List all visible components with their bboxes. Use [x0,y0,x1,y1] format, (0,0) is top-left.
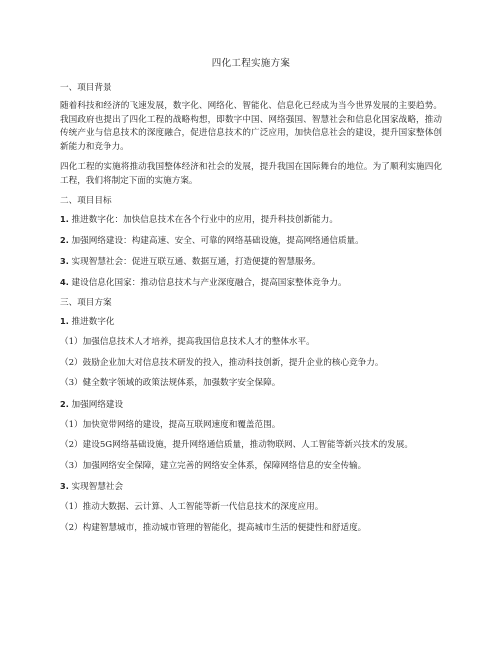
item-number: 1. [60,214,69,224]
item-number: 3. [60,481,69,491]
item-text: 实现智慧社会 [71,482,124,492]
item-number: 2. [60,235,69,245]
plan-sub-item: （1）推动大数据、云计算、人工智能等新一代信息技术的深度应用。 [60,502,324,512]
item-text: 推进数字化：加快信息技术在各个行业中的应用，提升科技创新能力。 [71,215,338,225]
item-text: 推进数字化 [71,317,115,327]
section-background [60,82,442,188]
paragraph: 随着科技和经济的飞速发展，数字化、网络化、智能化、信息化已经成为当今世界发展的主要趋势。我国政府也提出了四化工程的战略构想，即数字中国、网络强国、智慧社会和信息化国家战略，推动传统产业与信息技术的深度融合，促进信息技术的广泛应用，加快信息社会的建设，提升国家整体创新能力和竞争力。 [60,101,442,152]
item-number: 2. [60,398,69,409]
goal-item [60,276,442,290]
plan-group-title [60,315,442,329]
plan-group-title [60,480,442,494]
item-number: 1. [60,316,69,326]
plan-sub-item: （1）加强信息技术人才培养，提高我国信息技术人才的整体水平。 [60,337,315,347]
item-number: 3. [60,256,69,266]
item-text: 加强网络建设：构建高速、安全、可靠的网络基础设施，提高网络通信质量。 [71,236,364,246]
section-heading: 二、项目目标 [60,196,112,206]
document-title: 四化工程实施方案 [211,58,291,69]
section-heading: 一、项目背景 [60,83,112,93]
goal-item [60,234,442,248]
item-text: 实现智慧社会：促进互联互通、数据互通，打造便捷的智慧服务。 [71,257,321,267]
plan-sub-item: （3）健全数字领域的政策法规体系，加强数字安全保障。 [60,378,281,388]
item-text: 加强网络建设 [71,399,124,410]
item-number: 4. [60,277,69,287]
plan-sub-item: （2）鼓励企业加大对信息技术研发的投入，推动科技创新，提升企业的核心竞争力。 [60,357,384,368]
plan-group-title [60,398,442,412]
section-plan [60,297,442,535]
section-heading: 三、项目方案 [60,298,112,308]
plan-sub-item: （2）构建智慧城市，推动城市管理的智能化，提高城市生活的便捷性和舒适度。 [60,522,367,533]
goal-item [60,213,442,227]
plan-sub-item: （3）加强网络安全保障，建立完善的网络安全体系，保障网络信息的安全传输。 [60,460,367,471]
paragraph: 四化工程的实施将推动我国整体经济和社会的发展，提升我国在国际舞台的地位。为了顺利实施四化工程，我们将制定下面的实施方案。 [60,162,442,186]
item-text: 建设信息化国家：推动信息技术与产业深度融合，提高国家整体竞争力。 [71,278,347,288]
plan-sub-item: （2）建设5G网络基础设施，提升网络通信质量，推动物联网、人工智能等新兴技术的发展。 [60,440,413,450]
goal-item [60,255,442,269]
section-goals [60,195,442,290]
plan-sub-item: （1）加快宽带网络的建设，提高互联网速度和覆盖范围。 [60,419,281,430]
